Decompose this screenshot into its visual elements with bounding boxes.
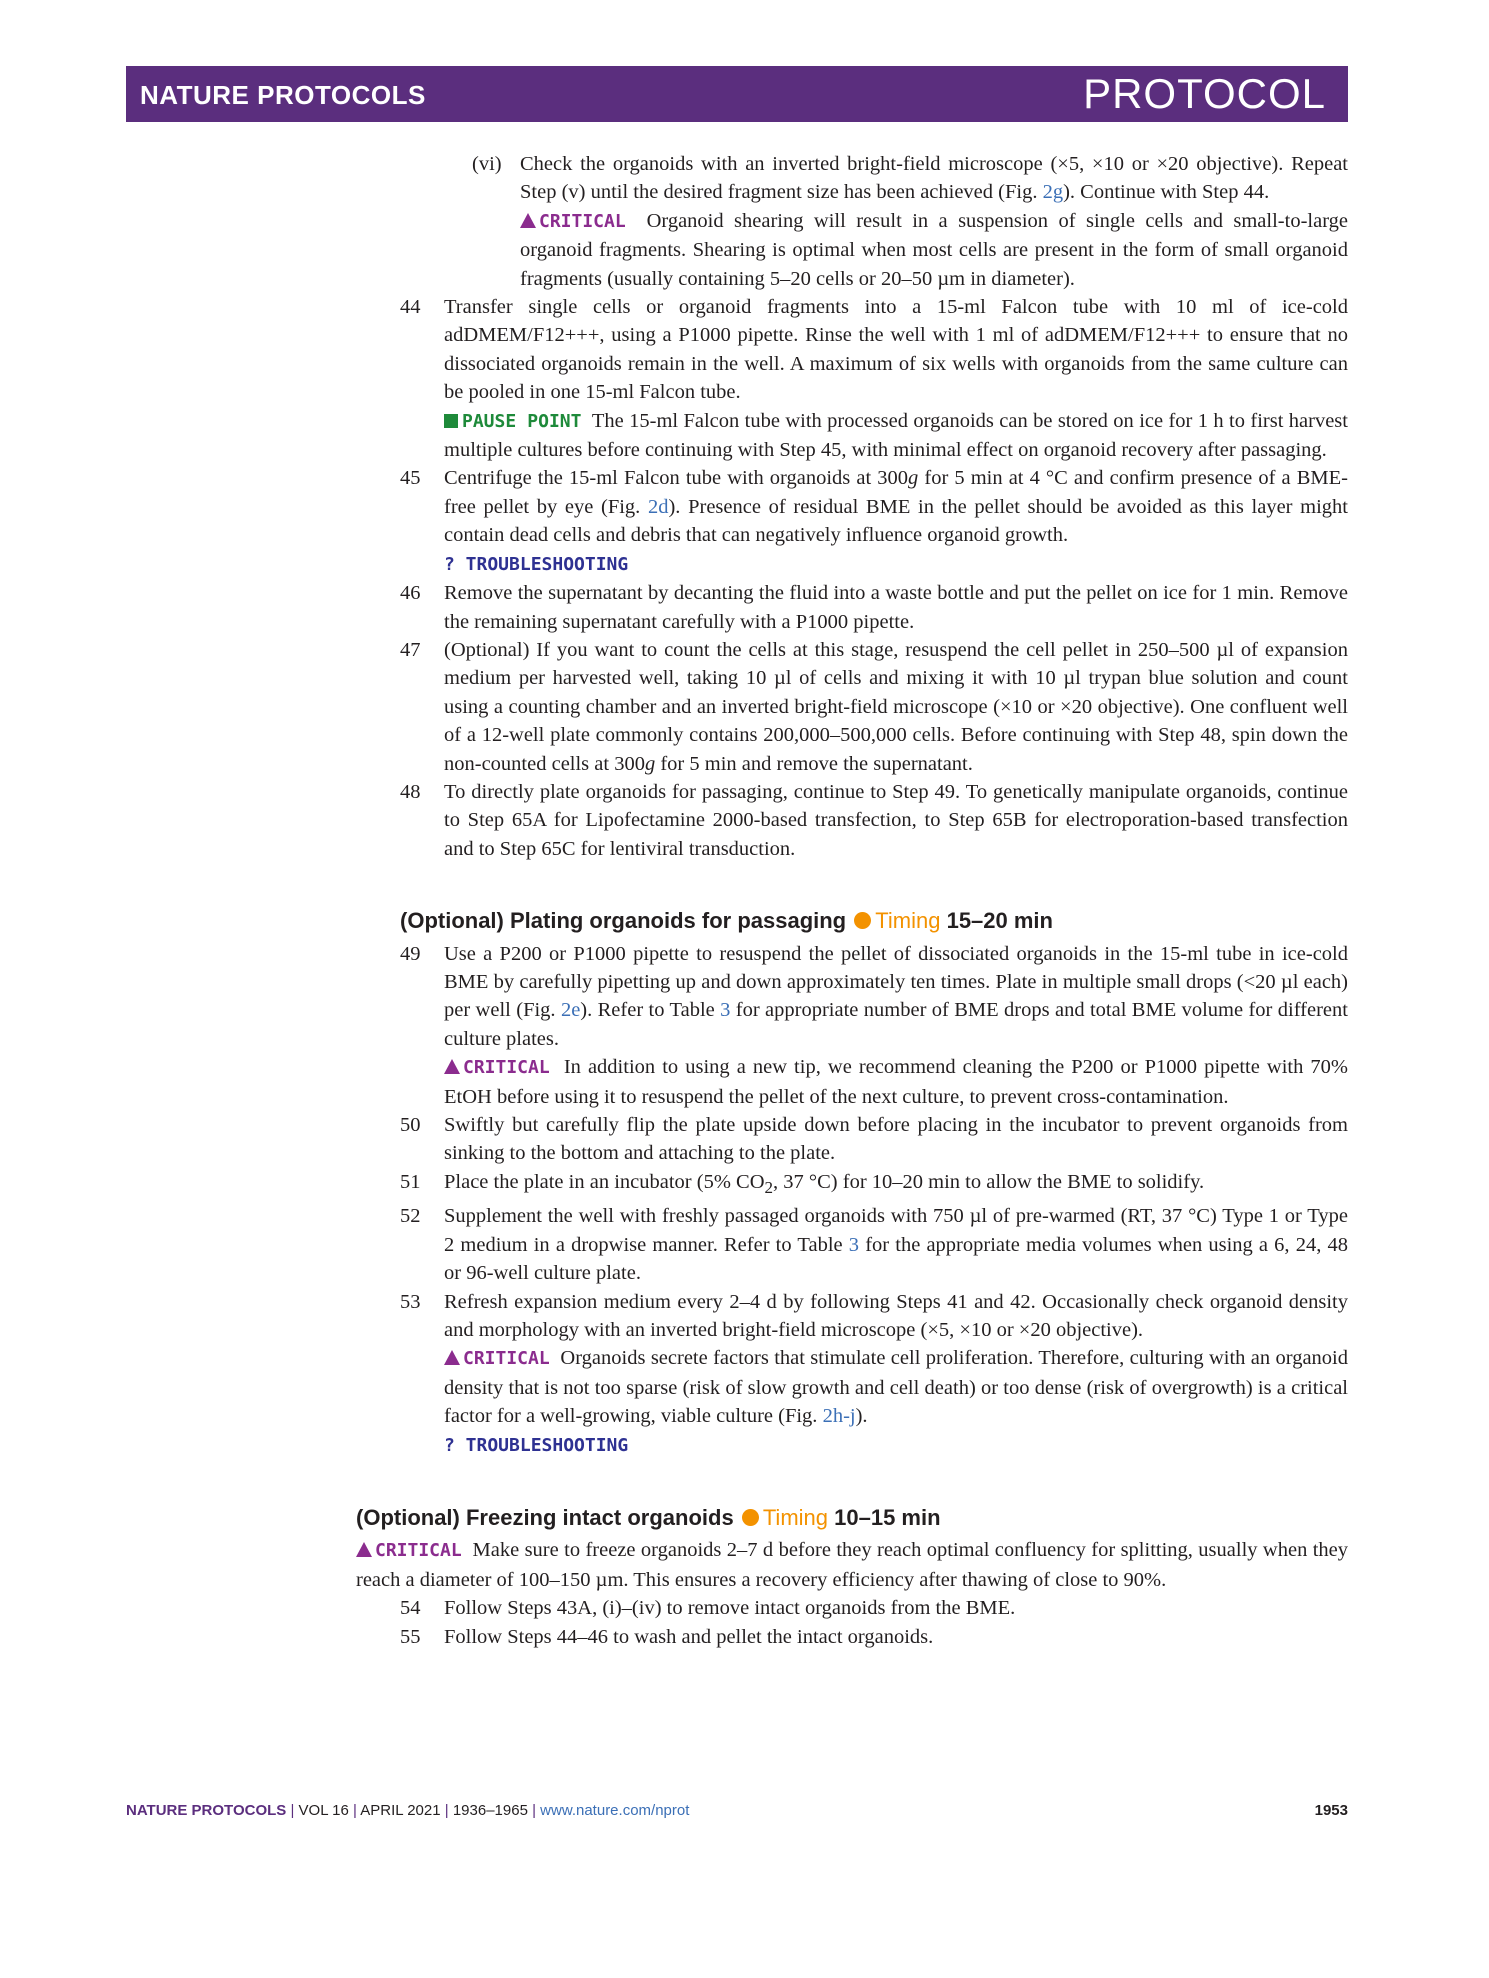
step-50: 50 Swiftly but carefully flip the plate upside down before placing in the incubator to prevent organoids from sinking to the bottom and attaching to the plate.: [400, 1114, 1348, 1165]
figure-link[interactable]: 2d: [647, 495, 669, 518]
figure-link[interactable]: 2g: [1042, 181, 1064, 204]
pause-square-icon: [444, 414, 458, 428]
critical-note: CRITICAL Make sure to freeze organoids 2–7 d before they reach optimal confluency for splitting, usually when they reach a diameter of 100–150 µm. This ensures a recovery efficiency after thawing of close to 90%.: [356, 1539, 1349, 1591]
table-link[interactable]: 3: [848, 1233, 860, 1256]
section-heading-freezing: (Optional) Freezing intact organoids Timing 10–15 min: [356, 1504, 941, 1530]
article-body: [356, 150, 1349, 1651]
step-47: 47 (Optional) If you want to count the cells at this stage, resuspend the cell pellet in 250–500 µl of expansion medium per harvested well, taking 10 µl of cells and mixing it with 10 µl trypan blue solution and count using a counting chamber and an inverted bright-field microscope (×10 or ×20 objective). One confluent well of a 12-well plate commonly contains 200,000–500,000 cells. Before continuing with Step 48, spin down the non-counted cells at 300g for 5 min and remove the supernatant.: [400, 638, 1348, 775]
warning-triangle-icon: [356, 1542, 372, 1557]
page-header: [126, 66, 1348, 122]
step-53: 53 Refresh expansion medium every 2–4 d by following Steps 41 and 42. Occasionally check organoid density and morphology with an inverted bright-field microscope (×5, ×10 or ×20 objective).: [400, 1290, 1348, 1341]
article-type: PROTOCOL: [1083, 70, 1326, 117]
critical-note: CRITICAL In addition to using a new tip, we recommend cleaning the P200 or P1000 pipette with 70% EtOH before using it to resuspend the pellet of the next culture, to prevent cross-contamination.: [444, 1056, 1348, 1108]
warning-triangle-icon: [444, 1350, 460, 1365]
figure-link[interactable]: 2e: [560, 999, 581, 1022]
journal-name: NATURE PROTOCOLS: [140, 80, 426, 110]
page-number: 1953: [1314, 1802, 1348, 1819]
figure-link[interactable]: 2h-j: [822, 1405, 856, 1428]
timing-dot-icon: [854, 912, 871, 929]
step-45: 45 Centrifuge the 15-ml Falcon tube with organoids at 300g for 5 min at 4 °C and confirm presence of a BME-free pellet by eye (Fig. 2d). Presence of residual BME in the pellet should be avoided as this layer might contain dead cells and debris that can negatively influence organoid growth.: [400, 467, 1348, 547]
step-55: 55 Follow Steps 44–46 to wash and pellet the intact organoids.: [400, 1625, 934, 1648]
pause-point-note: PAUSE POINT The 15-ml Falcon tube with processed organoids can be stored on ice for 1 h to first harvest multiple cultures before continuing with Step 45, with minimal effect on organoid recovery after passaging.: [444, 409, 1348, 462]
step-49: 49 Use a P200 or P1000 pipette to resuspend the pellet of dissociated organoids in the 15-ml tube in ice-cold BME by carefully pipetting up and down approximately ten times. Plate in multiple small drops (<20 µl each) per well (Fig. 2e). Refer to Table 3 for appropriate number of BME drops and total BME volume for different culture plates.: [400, 942, 1348, 1050]
step-52: 52 Supplement the well with freshly passaged organoids with 750 µl of pre-warmed (RT, 37 °C) Type 1 or Type 2 medium in a dropwise manner. Refer to Table 3 for the appropriate media volumes when using a 6, 24, 48 or 96-well culture plate.: [400, 1205, 1348, 1285]
step-54: 54 Follow Steps 43A, (i)–(iv) to remove intact organoids from the BME.: [400, 1597, 1016, 1620]
step-51: 51 Place the plate in an incubator (5% $CO_2$, 37 °C) for 10–20 min to allow the BME to solidify.: [400, 1170, 1205, 1197]
section-heading-plating: (Optional) Plating organoids for passaging Timing 15–20 min: [400, 908, 1053, 934]
substep-vi: (vi) Check the organoids with an inverted bright-field microscope (×5, ×10 or ×20 objective). Repeat Step (v) until the desired fragment size has been achieved (Fig. 2g). Continue with Step 44.: [472, 153, 1348, 204]
critical-note: CRITICAL Organoid shearing will result in a suspension of single cells and small-to-large organoid fragments. Shearing is optimal when most cells are present in the form of small organoid fragments (usually containing 5–20 cells or 20–50 µm in diameter).: [520, 209, 1348, 290]
table-link[interactable]: 3: [720, 999, 731, 1022]
warning-triangle-icon: [520, 213, 536, 228]
critical-note: CRITICAL Organoids secrete factors that stimulate cell proliferation. Therefore, culturing with an organoid density that is not too sparse (risk of slow growth and cell death) or too dense (risk of overgrowth) is a critical factor for a well-growing, viable culture (Fig. 2h-j).: [444, 1347, 1348, 1428]
warning-triangle-icon: [444, 1059, 460, 1074]
troubleshooting-link[interactable]: ? TROUBLESHOOTING: [444, 1434, 629, 1456]
step-48: 48 To directly plate organoids for passaging, continue to Step 49. To genetically manipulate organoids, continue to Step 65A for Lipofectamine 2000-based transfection, to Step 65B for electroporation-based transfection and to Step 65C for lentiviral transduction.: [400, 780, 1348, 860]
step-44: 44 Transfer single cells or organoid fragments into a 15-ml Falcon tube with 10 ml of ice-cold adDMEM/F12+++, using a P1000 pipette. Rinse the well with 1 ml of adDMEM/F12+++ to ensure that no dissociated organoids remain in the well. A maximum of six wells with organoids from the same culture can be pooled in one 15-ml Falcon tube.: [400, 296, 1348, 404]
troubleshooting-link[interactable]: ? TROUBLESHOOTING: [444, 553, 629, 575]
timing-dot-icon: [742, 1509, 759, 1526]
page-footer: NATURE PROTOCOLS | VOL 16 | APRIL 2021 | 1936–1965 | www.nature.com/nprot 1953: [126, 1802, 1348, 1819]
journal-url-link[interactable]: www.nature.com/nprot: [540, 1802, 690, 1819]
step-46: 46 Remove the supernatant by decanting the fluid into a waste bottle and put the pellet on ice for 1 min. Remove the remaining supernatant carefully with a P1000 pipette.: [400, 582, 1348, 633]
footer-journal: NATURE PROTOCOLS: [126, 1802, 287, 1819]
